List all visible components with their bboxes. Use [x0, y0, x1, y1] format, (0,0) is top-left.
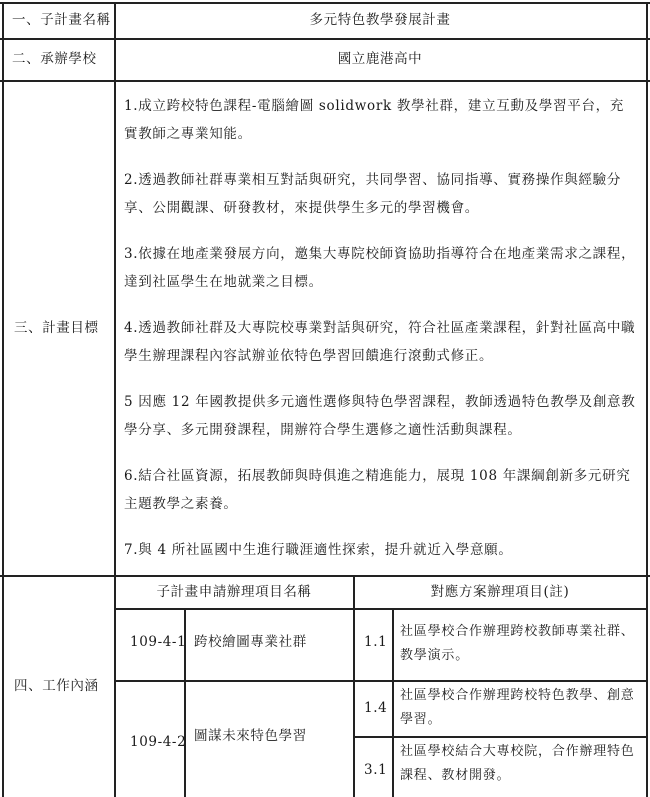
host-school-value: 國立鹿港高中 [337, 51, 423, 67]
subtable-header-divider [114, 608, 646, 610]
goal-item: 5 因應 12 年國教提供多元適性選修與特色學習課程，教師透過特色教學及創意教學分享、多元開發課程，開辦符合學生選修之適性活動與課程。 [124, 394, 636, 438]
row-divider [0, 80, 650, 82]
row-label-plan-goals: 三、計畫目標 [14, 320, 99, 336]
goal-item: 4.透過教師社群及大專院校專業對話與研究，符合社區產業課程，針對社區高中職學生辦理課程內容試辦並依特色學習回饋進行滾動式修正。 [124, 320, 636, 364]
program-item-number: 3.1 [364, 762, 388, 778]
row-label-subplan-name: 一、子計畫名稱 [12, 12, 111, 28]
subtable-col-divider [392, 608, 394, 797]
item-code: 109-4-2 [130, 734, 187, 750]
item-name: 圖謀未來特色學習 [194, 728, 307, 744]
table-border-top [0, 2, 650, 4]
program-item-desc: 社區學校結合大專校院，合作辦理特色課程、教材開發。 [400, 744, 635, 783]
table-border-right [646, 2, 648, 797]
program-item-desc: 社區學校合作辦理跨校特色教學、創意學習。 [400, 688, 635, 727]
subtable-header-right: 對應方案辦理項目(註) [430, 584, 570, 600]
row-divider [0, 575, 650, 577]
goal-item: 1.成立跨校特色課程-電腦繪圖 solidwork 教學社群，建立互動及學習平台，充實教師之專業知能。 [124, 98, 625, 142]
program-item-desc: 社區學校合作辦理跨校教師專業社群、教學演示。 [400, 624, 635, 663]
goal-item: 6.結合社區資源，拓展教師與時俱進之精進能力，展現 108 年課綱創新多元研究主題教學之素養。 [124, 468, 631, 512]
label-column-divider [114, 2, 116, 797]
goal-item: 3.依據在地產業發展方向，邀集大專院校師資協助指導符合在地產業需求之課程，達到社區學生在地就業之目標。 [124, 246, 636, 290]
row-label-host-school: 二、承辦學校 [12, 51, 97, 67]
subtable-col-divider [353, 575, 355, 797]
item-code: 109-4-1 [130, 634, 187, 650]
row-divider [0, 38, 650, 40]
subtable-row-divider [354, 736, 646, 738]
row-label-work-content: 四、工作內涵 [14, 678, 99, 694]
goal-item: 7.與 4 所社區國中生進行職涯適性探索，提升就近入學意願。 [124, 542, 513, 558]
program-item-number: 1.1 [364, 634, 388, 650]
subtable-row-divider [114, 680, 646, 682]
program-item-number: 1.4 [364, 700, 388, 716]
subtable-header-left: 子計畫申請辦理項目名稱 [156, 584, 312, 600]
subplan-name-value: 多元特色教學發展計畫 [309, 12, 451, 28]
table-border-left [2, 2, 4, 797]
goal-item: 2.透過教師社群專業相互對話與研究，共同學習、協同指導、實務操作與經驗分享、公開觀課、研發教材，來提供學生多元的學習機會。 [124, 172, 622, 216]
item-name: 跨校繪圖專業社群 [194, 634, 307, 650]
